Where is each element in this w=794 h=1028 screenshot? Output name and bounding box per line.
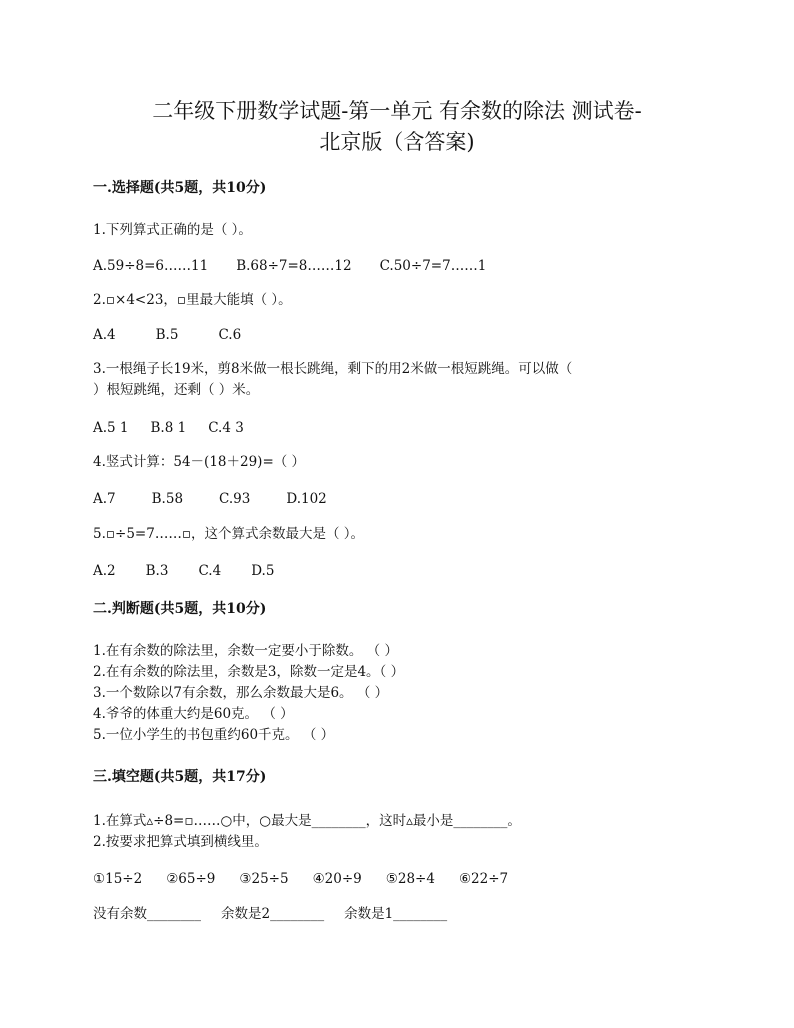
option-b: B.3 [145,563,169,579]
judgement-item-3: 3.一个数除以7有余数，那么余数最大是6。 （ ） [93,685,389,701]
expression-1: ①15÷2 [93,871,143,887]
option-c: C.6 [218,327,242,343]
question-1-3-line-2: ）根短跳绳，还剩（ ）米。 [93,382,260,398]
question-1-1-options [93,256,514,276]
option-a: A.59÷8=6……11 [93,258,209,274]
expression-6: ⑥22÷7 [458,871,509,887]
question-1-5: 5.▫÷5=7……▫，这个算式余数最大是（ ）。 [93,526,365,542]
fill-question-1: 1.在算式▵÷8=▫……○中，○最大是________，这时▵最小是________。 [93,813,521,829]
judgement-item-5: 5.一位小学生的书包重约60千克。 （ ） [93,727,335,743]
option-c: C.50÷7=7……1 [379,258,487,274]
question-1-4-options [93,489,363,509]
exam-title-line-2: 北京版（含答案) [319,130,475,154]
blank-remainder-1: 余数是1________ [344,906,448,922]
question-1-1: 1.下列算式正确的是（ ）。 [93,222,252,238]
option-d: D.102 [286,491,327,507]
exam-title-line-1: 二年级下册数学试题-第一单元 有余数的除法 测试卷- [152,99,642,123]
question-1-2-options [93,325,281,345]
judgement-item-1: 1.在有余数的除法里，余数一定要小于除数。 （ ） [93,643,398,659]
expression-list [93,869,532,889]
blank-remainder-2: 余数是2________ [221,906,325,922]
option-c: C.4 [198,563,222,579]
judgement-item-2: 2.在有余数的除法里，余数是3，除数一定是4。（ ） [93,664,405,680]
option-c: C.4 3 [208,420,244,436]
option-d: D.5 [251,563,275,579]
blank-no-remainder: 没有余数________ [93,906,201,922]
expression-4: ④20÷9 [312,871,362,887]
option-c: C.93 [219,491,251,507]
option-a: A.5 1 [93,420,129,436]
expression-5: ⑤28÷4 [385,871,435,887]
question-1-3-options [93,418,266,438]
option-a: A.2 [93,563,116,579]
option-b: B.68÷7=8……12 [236,258,352,274]
expression-2: ②65÷9 [166,871,216,887]
answer-blanks [93,904,467,924]
option-b: B.5 [155,327,179,343]
question-1-2: 2.▫×4<23，▫里最大能填（ ）。 [93,292,292,308]
expression-3: ③25÷5 [239,871,289,887]
question-1-4: 4.竖式计算：54－(18＋29)=（ ） [93,454,306,470]
section-heading-fill-in: 三.填空题(共5题，共17分) [93,769,267,785]
option-b: B.58 [151,491,184,507]
section-heading-true-false: 二.判断题(共5题，共10分) [93,601,267,617]
judgement-item-4: 4.爷爷的体重大约是60克。 （ ） [93,706,294,722]
fill-question-2: 2.按要求把算式填到横线里。 [93,834,268,850]
question-1-3-line-1: 3.一根绳子长19米，剪8米做一根长跳绳，剩下的用2米做一根短跳绳。可以做（ [93,361,573,377]
option-a: A.4 [93,327,116,343]
section-heading-multiple-choice: 一.选择题(共5题，共10分) [93,180,267,196]
option-b: B.8 1 [150,420,187,436]
question-1-5-options [93,561,304,581]
option-a: A.7 [93,491,116,507]
